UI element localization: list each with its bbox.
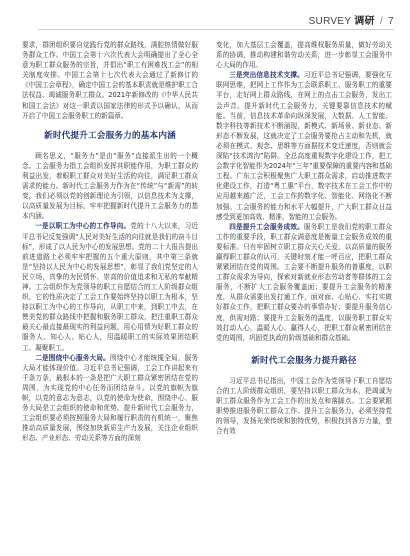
- paragraph-text: 党的十八大以来，习近平总书记反复强调“人民对美好生活的向往就是我们的奋斗目标”，形成了以人民为中心的发展思想。党的二十大报告提出前进道路上必须牢牢把握的五个重大原则，其中第三条就是“坚持以人民为中心的发展思想”，彰显了我们党坚定的人民立场，真挚的为民情怀、崇高的价值追求和无私的奉献精神。工会组织作为党领导的职工自愿结合的工人阶级群众组织，它的性质决定了工会工作要始终坚持以职工为根本，坚持以职工为中心的工作导向，从职工中来，到职工中去，在赞美党的群众路线中把握和服务职工群众，把注重职工群众最关心最直接最现实的利益问题，用心用情为好职工群众的服务人、知心人、贴心人，用温暖职工的实际效果团结职工、凝聚职工。: [22, 222, 199, 352]
- subheading: 一是以职工为中心的工作导向。: [35, 222, 131, 231]
- subheading: 三是突出信息技术支撑。: [229, 71, 304, 80]
- paragraph: 要求，群团组织要自觉践行党的群众路线，满腔热情做好服务群众工作。中国工会第十六次代表大会明确提出了全心全意为职工群众服务的宗旨，并倡出“职工有困难找工会”的相关制度安排。中国工会第十七次代表大会通过了新修订的《中国工会章程》，确定中国工会的基本职责就是维护职工合法权益、竭诚服务职工群众。2021年新修改的《中华人民共和国工会法》对这一职责以国家法律的形式予以确认，从而开启了中国工会服务职工的新篇章。: [22, 41, 198, 120]
- paragraph-text: 围绕中心才能统揽全局，服务大局才能体现价值。习近平总书记强调，工会工作讲起来有千条万条，最根本的一条是把广大职工群众紧密团结在党的周围，为实现党的中心任务而团结奋斗。以党的旗帜为旗帜，以党的意志为意志，以党的使命为使命，围绕中心、服务大局是工会组织的使命和优势。提升新时代工会服务力，工会组织要必须按照服务大局和履行职责的有机统一，聚焦推动高质量发展，围绕加快新质生产力发展，关注企业组织形态、产业形态、劳动关系等方面的深刻: [22, 353, 199, 443]
- paragraph: 习近平总书记指出，中国工会作为党领导下职工自愿结合的工人阶级群众组织，要坚持以职工群众为本，把竭诚为职工群众服务作为工会工作的出发点和落脚点。工会要紧跟职势推进服务职工群众工作。提升工会服务力，必须坚持党的领导，发扬光荣传统和独特优势，积极找到各方力量，整合有效: [216, 376, 392, 436]
- paragraph: [22, 353, 198, 444]
- magazine-label: SURVEY: [308, 16, 352, 27]
- paragraph-text: 服务职工是我们党的职工群众工作的重要手段，职工群众满意度是衡量工会服务成效的重要标准。只有牢固树立职工群众关心关爱，以高质量的服务赢得职工群众的认可，关键时刻才能一呼百应，把职工群众紧紧团结在党的周围。工会要不断提升服务的普惠度，以职工群众需求为导向，探索对新就业形态劳动者等群体的工会服务，不断扩大工会服务覆盖面；要提升工会服务的精准度，从群众需要出发打通工作，面对面、心贴心、实打实做好群众工作，把职工群众要办的事情办好；要提升服务信心度，供需对路；要提升工会服务的温度，以服务职工群众实效打动人心，温暖人心、赢得人心，把职工群众紧密团结在党的周围，巩固党执政的阶级基础和群众基础。: [216, 222, 393, 342]
- running-head: [309, 12, 394, 27]
- header-rule: [38, 29, 394, 30]
- left-column: [22, 40, 198, 443]
- section-label: 调研: [354, 16, 375, 27]
- paragraph-text: 习近平总书记强调，要强化互联网思维，把网上工作作为工会联系职工、服务职工的重要平台，走好网上群众路线，在网上的点击工会服务，发出工会声音。提升新时代工会服务力，关键要靠信息技术的赋能。当前，信息技术革命向纵深发展，大数据、人工智能、数字科技等新技术不断涌现，新模式、新场景、新业态、新形态不断发展，这就决定了工会服务要抢占主动和先机，就必须在模式、观念、思维等方面据技术变迁速度，否则就会深陷“技术鸿沟”陷阱。全总高度重视数字化建设工作，把工会数字化智能作为2024年“三年”重要保障的重要内容和基础工程。广东工会积极聚焦广大职工群众需求，启动推进数字化建设工作，打造“粤工惠”平台，数字技术在工会工作中的应用越来越广泛，工会工作的数字化、智能化、网络化不断加强。工会服务的能力和水平大幅提升，广大职工群众日益感受到更加高效、精准、智能的工会服务。: [216, 71, 393, 221]
- paragraph: [216, 222, 392, 343]
- subheading: 四是提升工会服务成效。: [229, 222, 304, 231]
- paragraph: [22, 221, 198, 352]
- paragraph: 变化，加大基层工会覆盖，提高维权服务质量，做好劳动关系的协调，推动构建和谐劳动关系，进一步彰显工会服务中心大局的作用。: [216, 41, 392, 70]
- paragraph: 顾名思义，“服务力”是由“服务”直接派生出的一个概念。工会服务力指工会组织发挥其职能作用，为职工群众的利益出发，着眼职工群众对美好生活的向往，满足职工群众需求的能力。新时代工会服务力作为在“传统”与“新需”的转变，我们必须以党的创新理论为引领，以信息技术为支撑，以高质量发展为目标，牢牢把握新时代提升工会服务力的基本内涵。: [22, 151, 198, 221]
- right-column: [216, 40, 392, 436]
- separator: /: [379, 16, 384, 27]
- page-number: 7: [388, 16, 394, 27]
- paragraph: [216, 70, 392, 221]
- section-heading: 新时代工会服务力提升路径: [251, 355, 357, 366]
- page-header: [0, 0, 410, 40]
- subheading: 二是围绕中心服务大局。: [35, 353, 110, 362]
- section-heading: 新时代提升工会服务力的基本内涵: [44, 130, 176, 141]
